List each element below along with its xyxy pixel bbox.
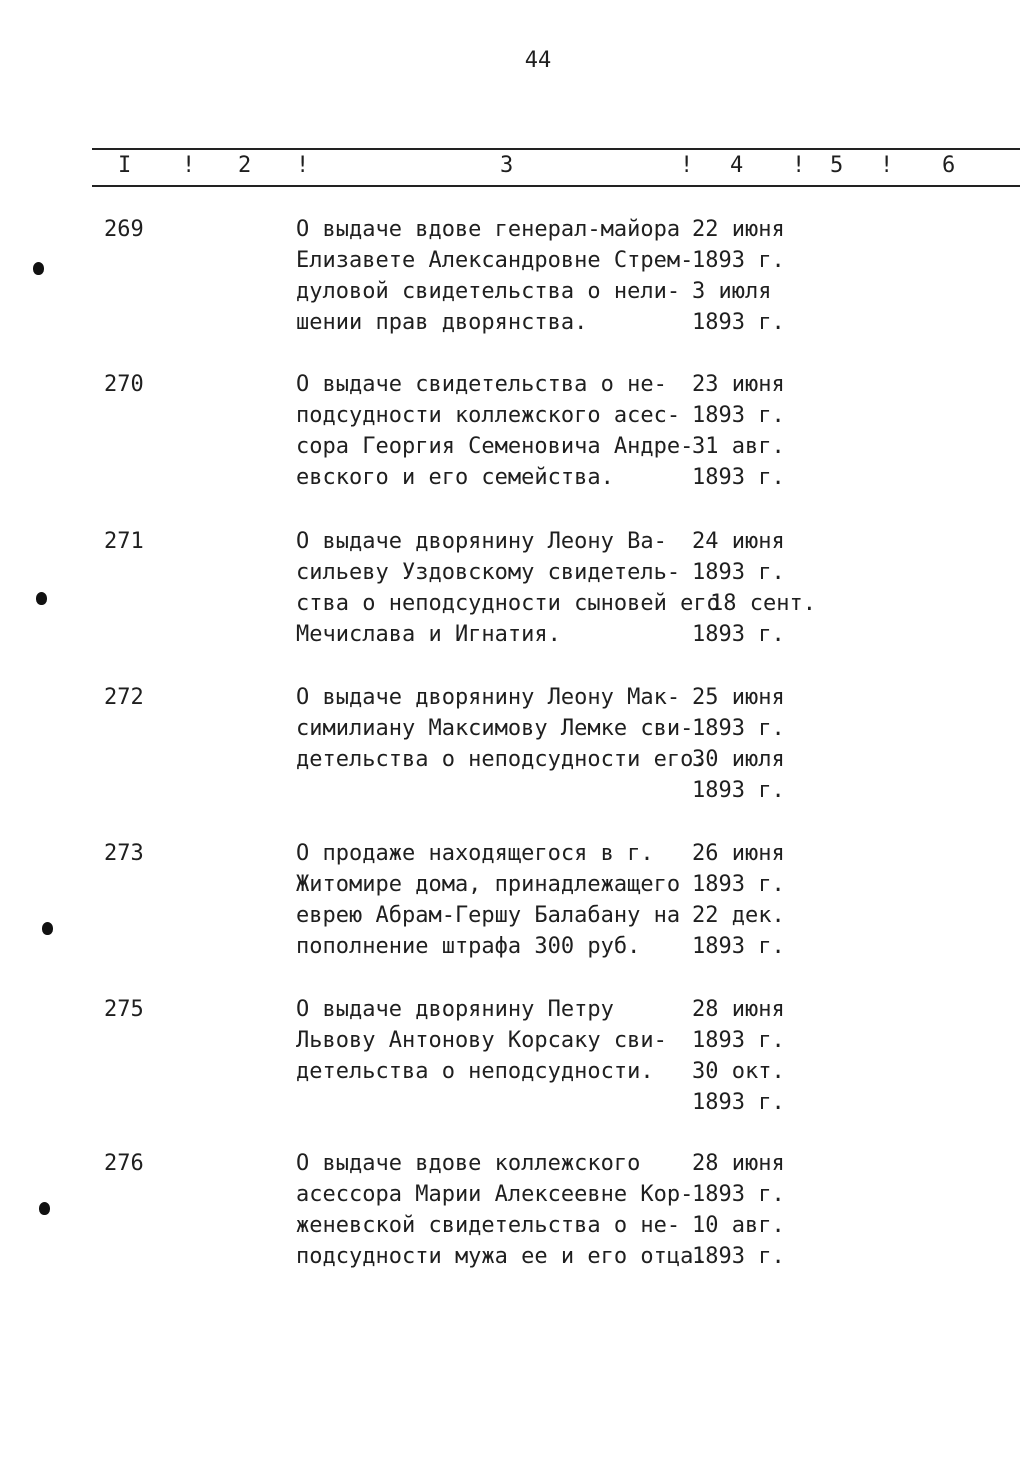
date-line: 26 июня <box>692 841 785 866</box>
record-number: 272 <box>104 685 144 710</box>
date-line: 1893 г. <box>692 1182 785 1207</box>
date-line: 18 сент. <box>710 591 816 616</box>
record-dates <box>692 526 816 650</box>
description-line: подсудности коллежского асес- <box>296 403 681 428</box>
binding-hole-mark <box>42 922 53 935</box>
description-line: асессора Марии Алексеевне Кор- <box>296 1182 694 1207</box>
binding-hole-mark <box>33 262 44 275</box>
header-col-3: 3 <box>500 153 514 178</box>
date-line: 1893 г. <box>692 1090 785 1115</box>
header-col-1: I <box>118 153 132 178</box>
date-line: 25 июня <box>692 685 785 710</box>
binding-hole-mark <box>39 1202 50 1215</box>
description-line: шении прав дворянства. <box>296 310 588 335</box>
header-separator: ! <box>182 153 196 178</box>
record-dates <box>692 1148 785 1272</box>
binding-hole-mark <box>36 592 47 605</box>
record-description <box>296 369 693 493</box>
record-number: 276 <box>104 1151 144 1176</box>
description-line: дуловой свидетельства о нели- <box>296 279 681 304</box>
table-header-top-rule <box>92 148 1020 150</box>
date-line: 1893 г. <box>692 403 785 428</box>
record-number: 269 <box>104 217 144 242</box>
record-dates <box>692 369 785 493</box>
description-line: О продаже находящегося в г. <box>296 841 654 866</box>
date-line: 23 июня <box>692 372 785 397</box>
description-line: О выдаче свидетельства о не- <box>296 372 667 397</box>
description-line: Львову Антонову Корсаку сви- <box>296 1028 667 1053</box>
record-description <box>296 838 680 962</box>
record-dates <box>692 214 785 338</box>
description-line: симилиану Максимову Лемке сви- <box>296 716 694 741</box>
description-line: евского и его семейства. <box>296 465 614 490</box>
date-line: 22 дек. <box>692 903 785 928</box>
header-separator: ! <box>792 153 806 178</box>
date-line: 1893 г. <box>692 716 785 741</box>
description-line: О выдаче дворянину Леону Ва- <box>296 529 667 554</box>
description-line: Мечислава и Игнатия. <box>296 622 561 647</box>
header-col-4: 4 <box>730 153 744 178</box>
date-line: 10 авг. <box>692 1213 785 1238</box>
record-description <box>296 994 667 1087</box>
date-line: 30 июля <box>692 747 785 772</box>
record-dates <box>692 838 785 962</box>
date-line: 1893 г. <box>692 1028 785 1053</box>
record-number: 270 <box>104 372 144 397</box>
date-line: 22 июня <box>692 217 785 242</box>
date-line: 1893 г. <box>692 872 785 897</box>
date-line: 1893 г. <box>692 560 785 585</box>
date-line: 1893 г. <box>692 934 785 959</box>
date-line: 1893 г. <box>692 465 785 490</box>
header-col-5: 5 <box>830 153 844 178</box>
record-number: 271 <box>104 529 144 554</box>
header-separator: ! <box>680 153 694 178</box>
description-line: сора Георгия Семеновича Андре- <box>296 434 694 459</box>
header-col-2: 2 <box>238 153 252 178</box>
date-line: 28 июня <box>692 1151 785 1176</box>
header-separator: ! <box>880 153 894 178</box>
date-line: 31 авг. <box>692 434 785 459</box>
record-dates <box>692 994 785 1118</box>
record-number: 273 <box>104 841 144 866</box>
date-line: 28 июня <box>692 997 785 1022</box>
header-separator: ! <box>296 153 310 178</box>
record-number: 275 <box>104 997 144 1022</box>
description-line: О выдаче дворянину Леону Мак- <box>296 685 681 710</box>
description-line: еврею Абрам-Гершу Балабану на <box>296 903 681 928</box>
description-line: сильеву Уздовскому свидетель- <box>296 560 681 585</box>
description-line: О выдаче вдове генерал-майора <box>296 217 681 242</box>
table-header-bottom-rule <box>92 185 1020 187</box>
description-line: О выдаче вдове коллежского <box>296 1151 641 1176</box>
description-line: О выдаче дворянину Петру <box>296 997 614 1022</box>
date-line: 1893 г. <box>692 778 785 803</box>
description-line: пополнение штрафа 300 руб. <box>296 934 641 959</box>
record-dates <box>692 682 785 806</box>
description-line: подсудности мужа ее и его отца. <box>296 1244 707 1269</box>
record-description <box>296 682 707 775</box>
description-line: детельства о неподсудности его. <box>296 747 707 772</box>
record-description <box>296 214 693 338</box>
date-line: 1893 г. <box>692 310 785 335</box>
header-col-6: 6 <box>942 153 956 178</box>
description-line: Елизавете Александровне Стрем- <box>296 248 694 273</box>
description-line: детельства о неподсудности. <box>296 1059 654 1084</box>
date-line: 1893 г. <box>692 248 785 273</box>
date-line: 3 июля <box>692 279 772 304</box>
date-line: 30 окт. <box>692 1059 785 1084</box>
description-line: женевской свидетельства о не- <box>296 1213 681 1238</box>
record-description <box>296 526 720 650</box>
description-line: Житомире дома, принадлежащего <box>296 872 681 897</box>
date-line: 24 июня <box>692 529 785 554</box>
record-description <box>296 1148 707 1272</box>
date-line: 1893 г. <box>692 1244 785 1269</box>
date-line: 1893 г. <box>692 622 785 647</box>
page-number: 44 <box>524 48 552 73</box>
description-line: ства о неподсудности сыновей его <box>296 591 720 616</box>
